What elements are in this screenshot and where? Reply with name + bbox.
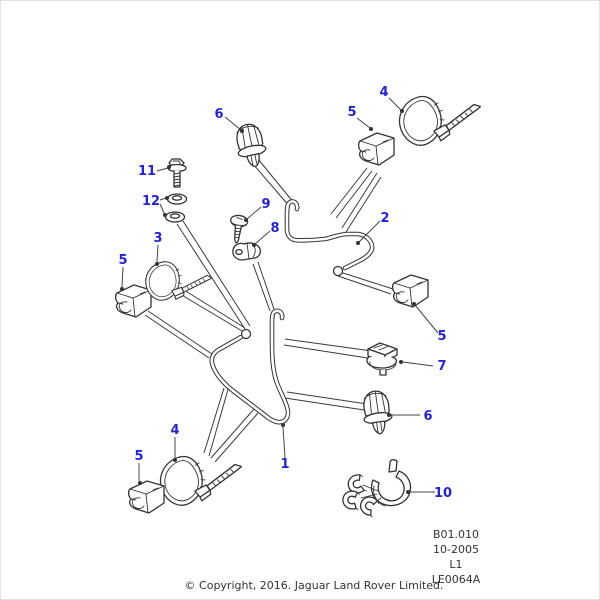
part-p-clip: [233, 243, 261, 260]
callout-6-right: 6: [423, 409, 433, 424]
part-edge-clip-right: [393, 275, 428, 307]
callout-5-bottom: 5: [134, 449, 144, 464]
reference-block: [432, 528, 481, 586]
parts-diagram: [1, 1, 600, 600]
callout-5-top-right: 5: [347, 105, 357, 120]
part-flange-bolt: [168, 159, 186, 187]
callout-5-left: 5: [118, 253, 128, 268]
callout-7: 7: [437, 359, 447, 374]
part-cable-tie-left: [146, 262, 212, 301]
part-pushpin-clip-right: [360, 389, 394, 435]
copyright-text: © Copyright, 2016. Jaguar Land Rover Limited.: [184, 579, 444, 592]
callout-2: 2: [380, 211, 390, 226]
part-sill-clip: [367, 343, 397, 375]
part-cable-tie-bottom: [157, 447, 247, 509]
reference-sheet: B01.010: [432, 528, 480, 541]
callout-10: 10: [433, 486, 453, 501]
reference-revision: L1: [449, 558, 463, 571]
callout-9: 9: [261, 197, 271, 212]
reference-date: 10-2005: [433, 543, 479, 556]
callout-12: 12: [141, 194, 161, 209]
callout-4-bottom: 4: [170, 423, 180, 438]
part-pushpin-clip-top: [233, 122, 269, 170]
reference-drawing: LE0064A: [431, 573, 481, 586]
callout-8: 8: [270, 221, 280, 236]
callout-4-top-right: 4: [379, 85, 389, 100]
part-pipe-clip-cluster: [342, 460, 410, 517]
part-edge-clip-bottom: [129, 481, 164, 513]
callout-5-right: 5: [437, 329, 447, 344]
part-cable-tie-top-right: [396, 87, 486, 149]
part-edge-clip-top-right: [359, 133, 394, 165]
part-wire-link: [287, 201, 372, 275]
callout-3: 3: [153, 231, 163, 246]
callout-1: 1: [280, 457, 290, 472]
callout-11: 11: [137, 164, 157, 179]
callout-6-top: 6: [214, 107, 224, 122]
